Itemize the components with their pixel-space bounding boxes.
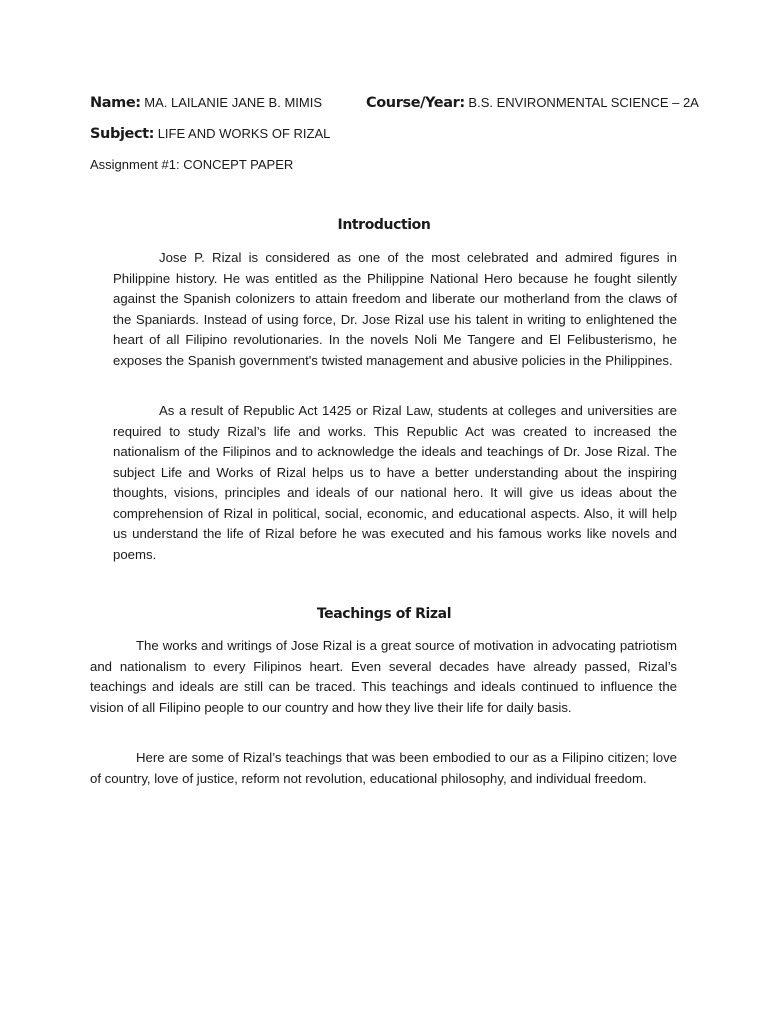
teachings-heading: Teachings of Rizal <box>316 606 452 622</box>
course-value: B.S. ENVIRONMENTAL SCIENCE – 2A <box>468 95 699 110</box>
introduction-paragraph-1: Jose P. Rizal is considered as one of the most celebrated and admired figures in Philippine history. He was entitled as the Philippine National Hero because he fought silently against the Spanish colonizers to attain freedom and liberate our motherland from the claws of the Spaniards. Instead of using force, Dr. Jose Rizal use his talent in writing to enlightened the heart of all Filipino revolutionaries. In the novels Noli Me Tangere and El Felibusterismo, he exposes the Spanish government's twisted management and abusive policies in the Philippines. <box>113 250 677 368</box>
course-label: Course/Year: <box>366 95 465 111</box>
introduction-heading: Introduction <box>337 217 431 233</box>
course-year-row <box>366 95 699 111</box>
teachings-paragraph-2: Here are some of Rizal’s teachings that was been embodied to our as a Filipino citizen; love of country, love of justice, reform not revolution, educational philosophy, and individual freedom. <box>90 750 677 786</box>
subject-value: LIFE AND WORKS OF RIZAL <box>157 126 331 141</box>
assignment-title: Assignment #1: CONCEPT PAPER <box>90 157 294 172</box>
teachings-paragraph-1: The works and writings of Jose Rizal is a great source of motivation in advocating patriotism and nationalism to every Filipinos heart. Even several decades have already passed, Rizal’s teachings and ideals are still can be traced. This teachings and ideals continued to influence the vision of all Filipino people to our country and how they live their life for daily basis. <box>90 638 677 715</box>
student-name-row <box>90 95 322 111</box>
subject-label: Subject: <box>90 126 155 142</box>
introduction-paragraph-2: As a result of Republic Act 1425 or Rizal Law, students at colleges and universities are required to study Rizal’s life and works. This Republic Act was created to increased the nationalism of the Filipinos and to acknowledge the ideals and teachings of Dr. Jose Rizal. The subject Life and Works of Rizal helps us to have a better understanding about the inspiring thoughts, visions, principles and ideals of our national hero. It will give us ideas about the comprehension of Rizal in political, social, economic, and educational aspects. Also, it will help us understand the life of Rizal before he was executed and his famous works like novels and poems. <box>113 403 677 562</box>
name-value: MA. LAILANIE JANE B. MIMIS <box>144 95 323 110</box>
name-label: Name: <box>90 95 141 111</box>
subject-row <box>90 126 330 142</box>
